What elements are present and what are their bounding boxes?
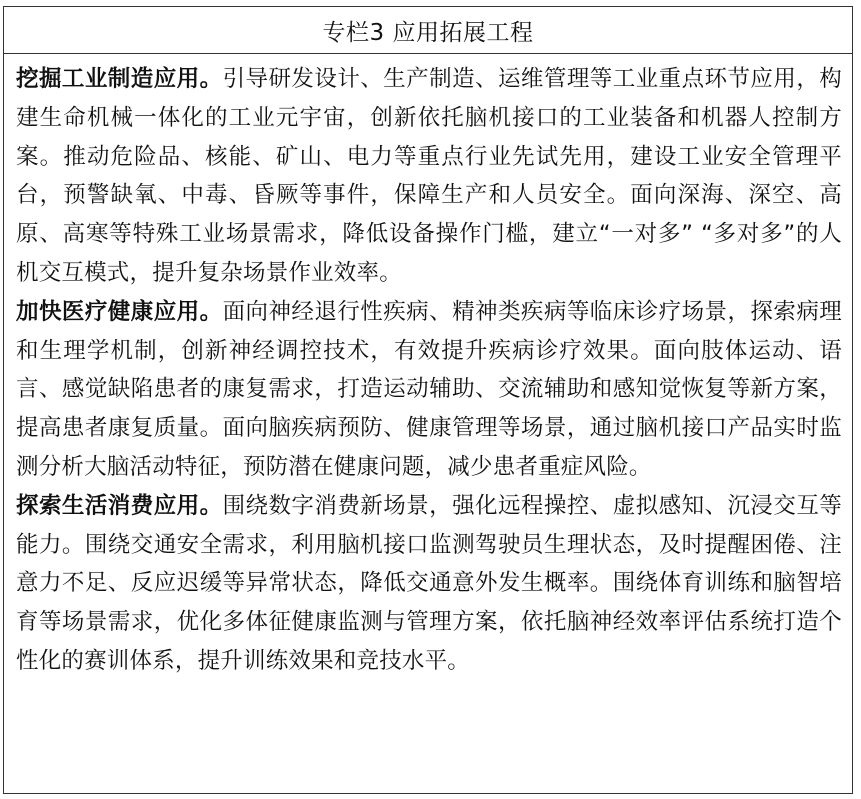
section-text-medical: 面向神经退行性疾病、精神类疾病等临床诊疗场景，探索病理和生理学机制，创新神经调控技术，有效提升疾病诊疗效果。面向肢体运动、语言、感觉缺陷患者的康复需求，打造运动辅助、交流辅助和感知觉恢复等新方案，提高患者康复质量。面向脑疾病预防、健康管理等场景，通过脑机接口产品实时监测分析大脑活动特征，预防潜在健康问题，减少患者重症风险。 [16, 298, 842, 480]
column-body [4, 54, 852, 681]
section-text-consumer: 围绕数字消费新场景，强化远程操控、虚拟感知、沉浸交互等能力。围绕交通安全需求，利用脑机接口监测驾驶员生理状态，及时提醒困倦、注意力不足、反应迟缓等异常状态，降低交通意外发生概率。围绕体育训练和脑智培育等场景需求，优化多体征健康监测与管理方案，依托脑神经效率评估系统打造个性化的赛训体系，提升训练效果和竞技水平。 [16, 492, 842, 674]
section-heading-consumer: 探索生活消费应用。 [16, 492, 223, 519]
section-consumer [16, 487, 842, 681]
section-text-industrial: 引导研发设计、生产制造、运维管理等工业重点环节应用，构建生命机械一体化的工业元宇宙，创新依托脑机接口的工业装备和机器人控制方案。推动危险品、核能、矿山、电力等重点行业先试先用，建设工业安全管理平台，预警缺氧、中毒、昏厥等事件，保障生产和人员安全。面向深海、深空、高原、高寒等特殊工业场景需求，降低设备操作门槛，建立“一对多” “多对多”的人机交互模式，提升复杂场景作业效率。 [16, 66, 842, 286]
section-industrial [16, 60, 842, 293]
column-title: 专栏3 应用拓展工程 [4, 7, 852, 54]
column-box [3, 6, 853, 794]
section-heading-industrial: 挖掘工业制造应用。 [16, 66, 223, 92]
section-heading-medical: 加快医疗健康应用。 [16, 298, 223, 325]
section-medical [16, 293, 842, 487]
